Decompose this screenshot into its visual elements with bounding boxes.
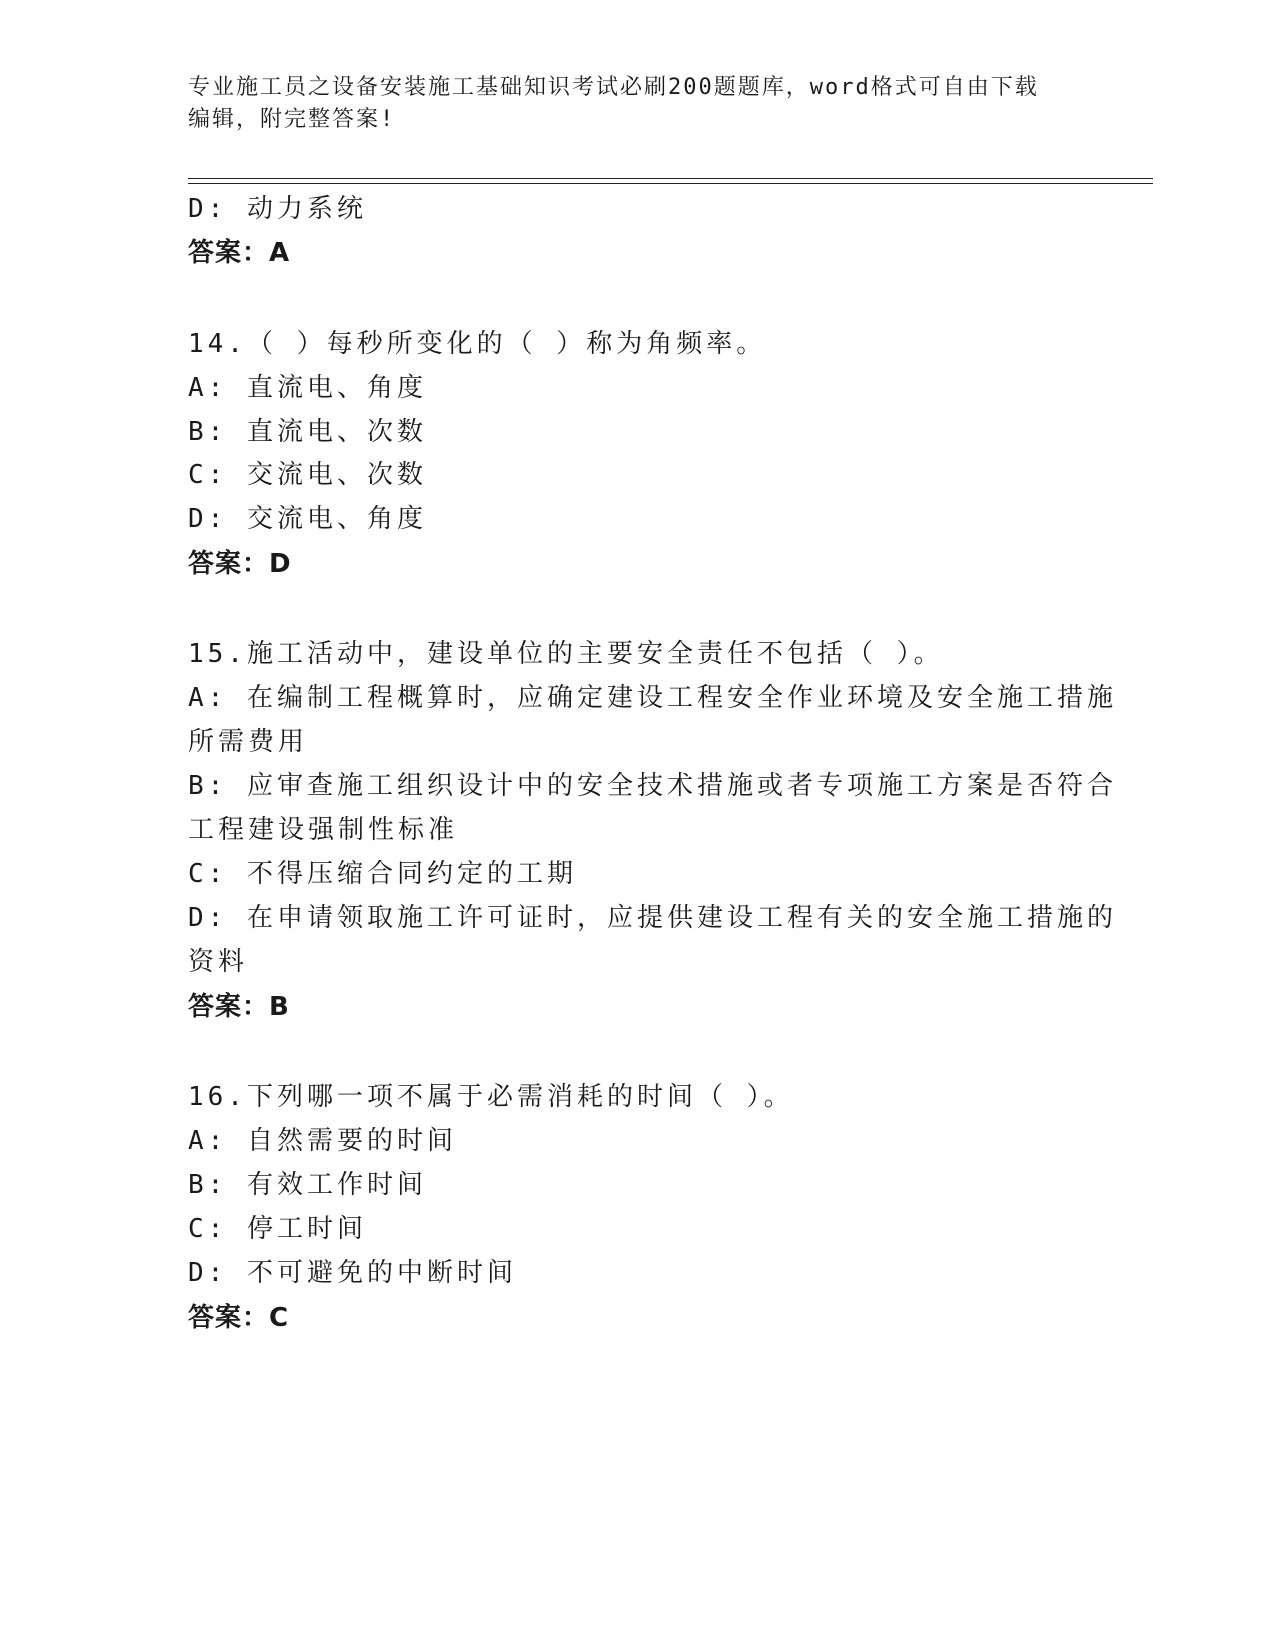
header-divider-bottom: [188, 183, 1153, 184]
q14-answer: 答案：D: [188, 549, 292, 579]
q14-option-b: B: 直流电、次数: [188, 417, 427, 447]
q15-option-a: A: 在编制工程概算时，应确定建设工程安全作业环境及安全施工措施: [188, 683, 1117, 713]
q15-option-b: B: 应审查施工组织设计中的安全技术措施或者专项施工方案是否符合: [188, 771, 1117, 801]
q16-option-b: B: 有效工作时间: [188, 1170, 427, 1200]
q14-option-c: C: 交流电、次数: [188, 460, 427, 490]
q14-stem: 14.（ ）每秒所变化的（ ）称为角频率。: [188, 329, 767, 359]
q15-option-b-cont: 工程建设强制性标准: [188, 815, 459, 845]
document-header: [188, 72, 1068, 136]
q15-option-a-cont: 所需费用: [188, 727, 309, 757]
header-divider-top: [188, 178, 1153, 179]
q15-option-d: D: 在申请领取施工许可证时，应提供建设工程有关的安全施工措施的: [188, 903, 1117, 933]
header-title-line-2: 编辑，附完整答案!: [188, 107, 396, 132]
q15-answer: 答案：B: [188, 992, 290, 1022]
q16-option-a: A: 自然需要的时间: [188, 1126, 457, 1156]
header-title-line-1: 专业施工员之设备安装施工基础知识考试必刷200题题库，word格式可自由下载: [188, 75, 1039, 100]
q16-answer: 答案：C: [188, 1303, 290, 1333]
q16-option-d: D: 不可避免的中断时间: [188, 1258, 517, 1288]
q13-answer: 答案：A: [188, 238, 291, 268]
q13-option-d: D: 动力系统: [188, 194, 367, 224]
q15-stem: 15.施工活动中，建设单位的主要安全责任不包括（ ）。: [188, 639, 944, 669]
q15-option-c: C: 不得压缩合同约定的工期: [188, 859, 577, 889]
q14-option-d: D: 交流电、角度: [188, 504, 427, 534]
q16-option-c: C: 停工时间: [188, 1214, 367, 1244]
q16-stem: 16.下列哪一项不属于必需消耗的时间（ ）。: [188, 1082, 794, 1112]
q15-option-d-cont: 资料: [188, 947, 249, 977]
q14-option-a: A: 直流电、角度: [188, 373, 427, 403]
